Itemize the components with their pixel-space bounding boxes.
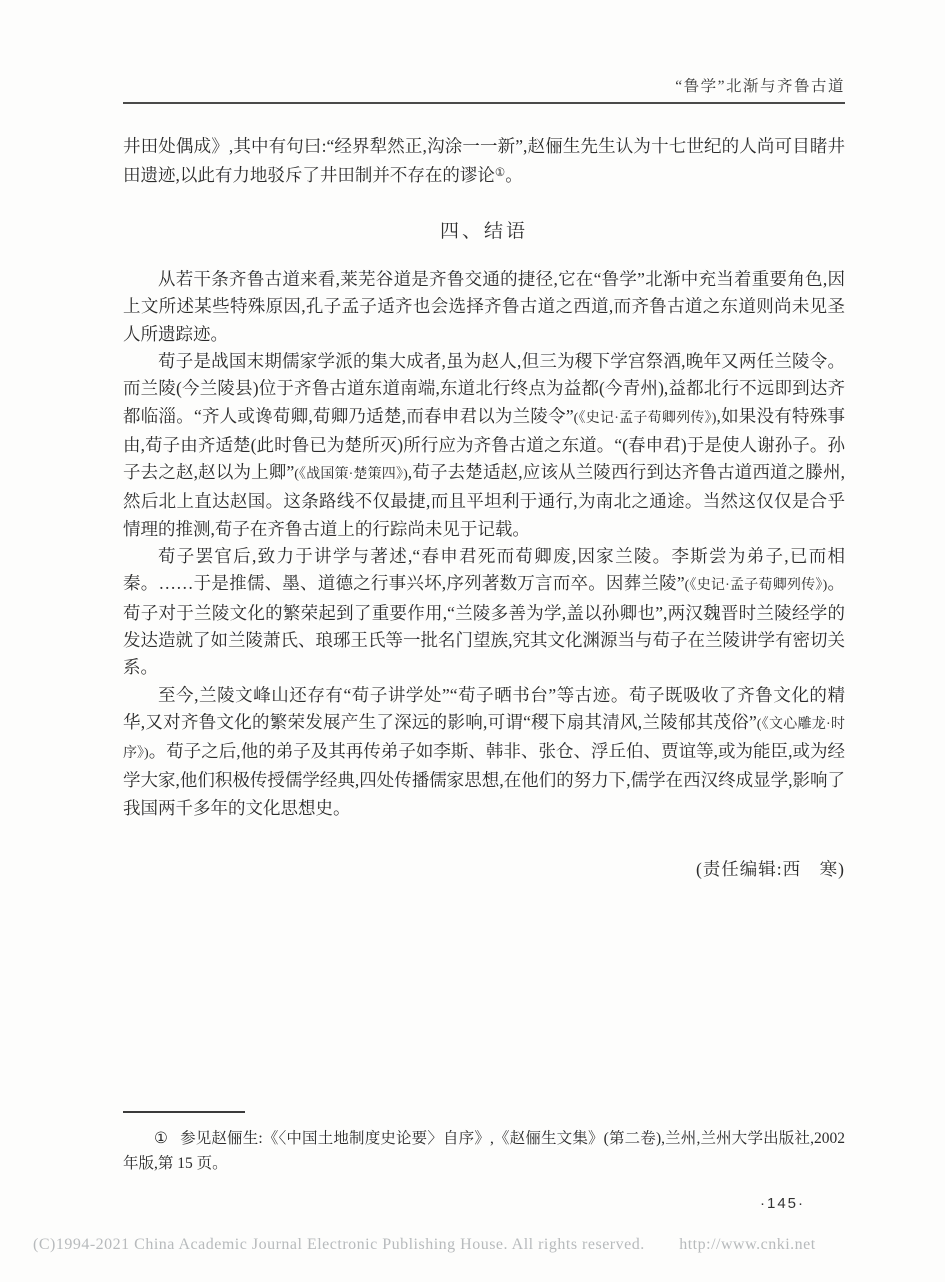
text-run: 从若干条齐鲁古道来看,莱芜谷道是齐鲁交通的捷径,它在“鲁学”北渐中充当着重要角色,因上文所述某些特殊原因,孔子孟子适齐也会选择齐鲁古道之西道,而齐鲁古道之东道则尚未见圣人所遗踪迹。 [123,269,845,344]
page-number: ·145· [760,1195,806,1212]
text-run: 至今,兰陵文峰山还存有“荀子讲学处”“荀子晒书台”等古迹。荀子既吸收了齐鲁文化的精华,又对齐鲁文化的繁荣发展产生了深远的影响,可谓“稷下扇其清风,兰陵郁其茂俗” [123,684,845,732]
paragraphs-container [123,266,845,822]
paragraph [123,348,845,543]
footnote [123,1126,845,1176]
citation: (《史记·孟子荀卿列传》) [684,578,828,594]
text-run: ,荀子去楚适赵,应该从兰陵西行到达齐鲁古道西道之滕州,然后北上直达赵国。这条路线不仅最捷,而且平坦利于通行,为南北之通途。当然这仅仅是合乎情理的推测,荀子在齐鲁古道上的行踪尚未见于记载。 [123,462,845,539]
citation: (《文心雕龙·时序》) [123,716,845,762]
text-run: ,如果没有特殊事由,荀子由齐适楚(此时鲁已为楚所灭)所行应为齐鲁古道之东道。“(春申君)于是使人谢孙子。孙子去之赵,赵以为上卿” [123,405,845,483]
article-body [123,0,845,883]
footnote-block [123,1111,845,1176]
scan-footer [33,1236,913,1254]
text-run: 荀子罢官后,致力于讲学与著述,“春申君死而荀卿废,因家兰陵。李斯尝为弟子,已而相秦。……于是推儒、墨、道德之行事兴坏,序列著数万言而卒。因葬兰陵” [123,546,845,594]
footnote-rule [123,1111,245,1113]
section-heading: 四、结语 [439,220,528,242]
text-run: 。 [505,165,523,186]
footer-copyright: (C)1994-2021 China Academic Journal Electronic Publishing House. All rights reserved. [33,1236,645,1253]
footer-url: http://www.cnki.net [679,1236,816,1253]
paragraph [123,266,845,348]
paragraph [123,543,845,681]
text-run: 。荀子对于兰陵文化的繁荣起到了重要作用,“兰陵多善为学,盖以孙卿也”,两汉魏晋时兰陵经学的发达造就了如兰陵萧氏、琅琊王氏等一批名门望族,究其文化渊源当与荀子在兰陵讲学有密切关系。 [123,573,846,678]
text-run: 井田处偶成》,其中有句曰:“经界犁然正,沟涂一一新”,赵俪生先生认为十七世纪的人尚可目睹井田遗迹,以此有力地驳斥了井田制并不存在的谬论 [123,136,845,186]
text-run: 荀子是战国末期儒家学派的集大成者,虽为赵人,但三为稷下学宫祭酒,晚年又两任兰陵令。而兰陵(今兰陵县)位于齐鲁古道东道南端,东道北行终点为益都(今青州),益都北行不远即到达齐都临淄。“齐人或谗荀卿,荀卿乃适楚,而春申君以为兰陵令” [123,350,845,426]
paragraph [123,682,845,822]
footnote-marker: ① [154,1130,169,1147]
footnote-text: 参见赵俪生:《〈中国土地制度史论要〉自序》,《赵俪生文集》(第二卷),兰州,兰州大学出版社,2002 年版,第 15 页。 [123,1130,845,1172]
footnote-ref: ① [494,167,506,180]
lead-paragraph [123,133,845,190]
citation: (《史记·孟子荀卿列传》) [573,410,717,426]
citation: (《战国策·楚策四》) [294,467,408,483]
editor-note: (责任编辑:西 寒) [695,859,845,879]
running-title: “鲁学”北渐与齐鲁古道 [675,78,845,95]
text-run: 。荀子之后,他的弟子及其再传弟子如李斯、韩非、张仓、浮丘伯、贾谊等,或为能臣,或为经学大家,他们积极传授儒学经典,四处传播儒家思想,在他们的努力下,儒学在西汉终成显学,影响了我国两千多年的文化思想史。 [123,741,845,818]
